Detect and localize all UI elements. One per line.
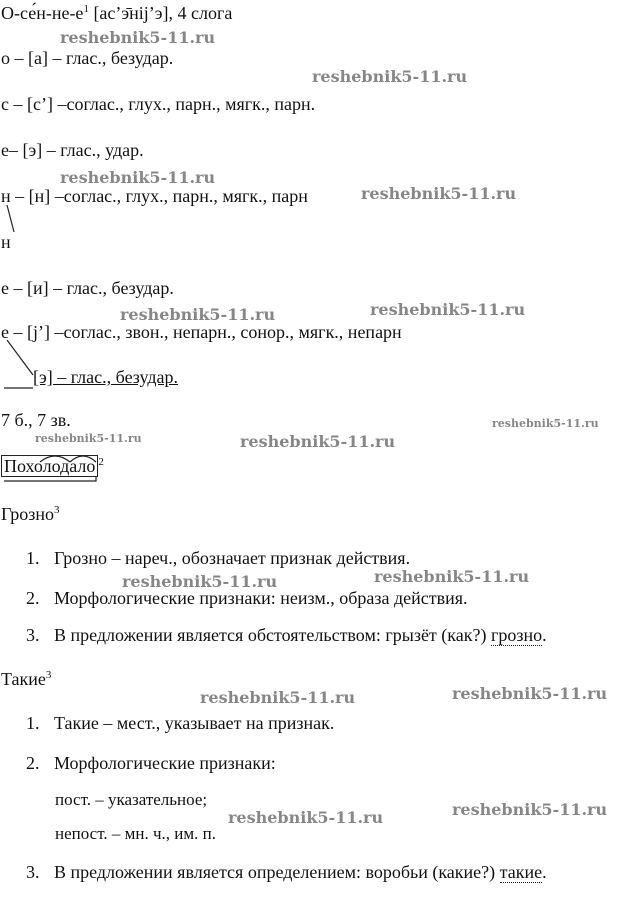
phonetic-row: [э] – глас., безудар. [33, 367, 179, 387]
watermark: reshebnik5-11.ru [240, 432, 396, 451]
list-item: 1. Грозно – нареч., обозначает признак действия. [26, 548, 411, 568]
watermark: reshebnik5-11.ru [35, 432, 142, 445]
phonetic-row: о – [а] – глас., безудар. [1, 48, 174, 68]
list-item: 2. Морфологические признаки: [26, 753, 276, 773]
watermark: reshebnik5-11.ru [122, 572, 278, 591]
watermark: reshebnik5-11.ru [361, 184, 517, 203]
phonetic-row: е – [j’] –соглас., звон., непарн., сонор., мягк., непарн [1, 322, 402, 342]
sub-item: пост. – указательное; [55, 790, 208, 809]
watermark: reshebnik5-11.ru [60, 168, 216, 187]
morphemic-word: Похолодало [1, 455, 98, 477]
watermark: reshebnik5-11.ru [452, 684, 608, 703]
phonetic-row: с – [с’] –соглас., глух., парн., мягк., парн. [1, 94, 316, 114]
list-item: 3. В предложении является определением: воробьи (какие?) такие. [26, 862, 547, 882]
footnote-mark: 3 [45, 669, 52, 681]
watermark: reshebnik5-11.ru [120, 305, 276, 324]
heading-word: О-се́н-не-е [1, 3, 84, 23]
sound-summary: 7 б., 7 зв. [1, 410, 71, 430]
phonetic-row: е – [и] – глас., безудар. [1, 278, 174, 298]
watermark: reshebnik5-11.ru [370, 300, 526, 319]
watermark: reshebnik5-11.ru [452, 800, 608, 819]
underlined-word: такие [499, 862, 543, 882]
watermark: reshebnik5-11.ru [200, 688, 356, 707]
watermark: reshebnik5-11.ru [60, 28, 216, 47]
underlined-word: грозно [490, 625, 543, 645]
list-item: 1. Такие – мест., указывает на признак. [26, 713, 335, 733]
footnote-mark: 1 [83, 3, 89, 15]
word-title-grozno: Грозно$^3$ [1, 504, 60, 524]
watermark: reshebnik5-11.ru [374, 567, 530, 586]
sub-item: непост. – мн. ч., им. п. [55, 824, 216, 843]
footnote-mark: 3 [54, 504, 60, 516]
list-item: 3. В предложении является обстоятельством: грызёт (как?) грозно. [26, 625, 547, 645]
list-item: 2. Морфологические признаки: неизм., образа действия. [26, 588, 468, 608]
word-title-takie: Такие$^3$ [1, 669, 52, 689]
phonetic-row: е– [э] – глас., удар. [1, 140, 144, 160]
heading-transcription: [ас’э̄нij’э], 4 слога [93, 3, 233, 23]
watermark: reshebnik5-11.ru [492, 417, 599, 430]
phonetic-row: н – [н] –соглас., глух., парн., мягк., парн [1, 186, 308, 206]
footnote-mark: 2 [98, 456, 104, 468]
watermark: reshebnik5-11.ru [228, 808, 384, 827]
watermark: reshebnik5-11.ru [312, 67, 468, 86]
phonetic-row: н [1, 232, 11, 252]
